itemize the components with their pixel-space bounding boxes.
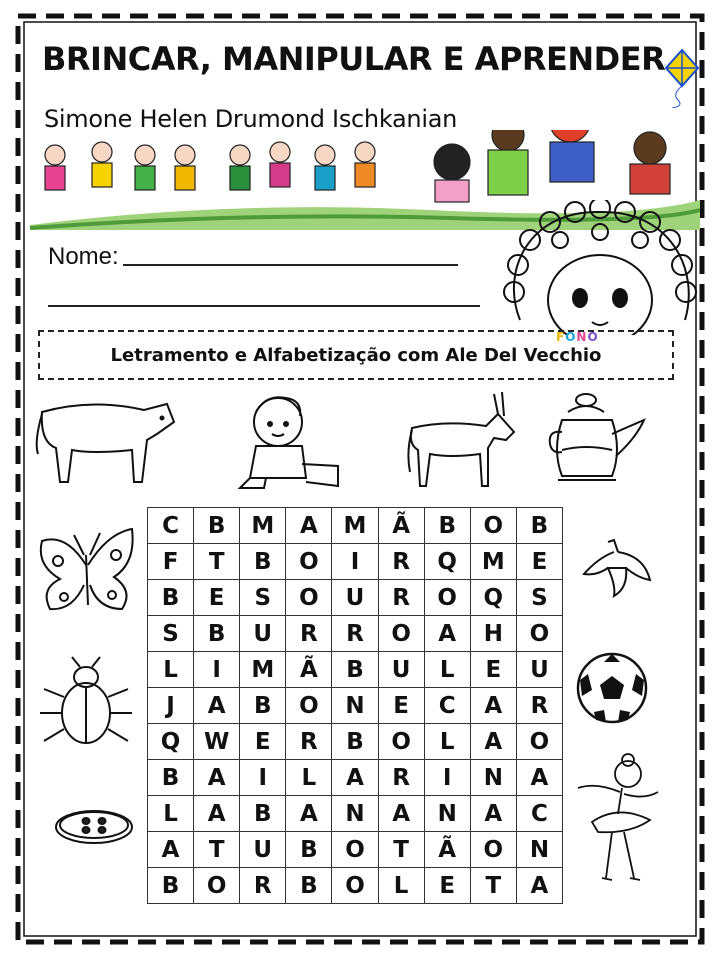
grid-letter-cell[interactable]: A [286,508,332,544]
grid-letter-cell[interactable]: B [240,544,286,580]
grid-letter-cell[interactable]: I [240,760,286,796]
grid-letter-cell[interactable]: E [470,652,516,688]
grid-letter-cell[interactable]: B [148,580,194,616]
grid-letter-cell[interactable]: Ã [286,652,332,688]
grid-letter-cell[interactable]: H [470,616,516,652]
grid-letter-cell[interactable]: I [194,652,240,688]
grid-letter-cell[interactable]: O [286,580,332,616]
grid-letter-cell[interactable]: I [332,544,378,580]
grid-row [148,544,563,580]
grid-letter-cell[interactable]: A [470,796,516,832]
grid-letter-cell[interactable]: R [332,616,378,652]
grid-letter-cell[interactable]: U [516,652,562,688]
grid-letter-cell[interactable]: O [378,724,424,760]
grid-letter-cell[interactable]: O [516,616,562,652]
grid-letter-cell[interactable]: Q [470,580,516,616]
grid-letter-cell[interactable]: U [240,616,286,652]
grid-letter-cell[interactable]: B [194,616,240,652]
grid-row [148,580,563,616]
beetle-icon [36,655,136,751]
grid-letter-cell[interactable]: E [240,724,286,760]
grid-letter-cell[interactable]: A [470,688,516,724]
grid-letter-cell[interactable]: E [194,580,240,616]
grid-letter-cell[interactable]: N [332,796,378,832]
teapot-icon [548,390,648,488]
butterfly-icon [36,525,138,619]
grid-letter-cell[interactable]: B [148,760,194,796]
grid-letter-cell[interactable]: S [516,580,562,616]
author-name: Simone Helen Drumond Ischkanian [44,105,458,133]
grid-letter-cell[interactable]: F [148,544,194,580]
grid-letter-cell[interactable]: S [240,580,286,616]
grid-letter-cell[interactable]: O [332,832,378,868]
grid-letter-cell[interactable]: B [424,508,470,544]
grid-letter-cell[interactable]: Q [148,724,194,760]
grid-letter-cell[interactable]: R [378,544,424,580]
grid-letter-cell[interactable]: U [240,832,286,868]
grid-letter-cell[interactable]: M [240,508,286,544]
grid-letter-cell[interactable]: L [424,724,470,760]
grid-letter-cell[interactable]: T [194,544,240,580]
grid-letter-cell[interactable]: R [240,868,286,904]
banana-icon [578,538,654,600]
grid-letter-cell[interactable]: A [424,616,470,652]
grid-letter-cell[interactable]: S [148,616,194,652]
fono-logo: FONO [556,330,599,344]
soccer-ball-icon [574,650,650,726]
grid-letter-cell[interactable]: U [378,652,424,688]
button-icon [52,805,136,845]
grid-letter-cell[interactable]: B [286,832,332,868]
grid-letter-cell[interactable]: L [148,652,194,688]
grid-letter-cell[interactable]: E [424,868,470,904]
name-label: Nome: [48,243,119,270]
grid-letter-cell[interactable]: B [240,688,286,724]
grid-letter-cell[interactable]: E [378,688,424,724]
grid-row [148,616,563,652]
grid-letter-cell[interactable]: A [286,796,332,832]
grid-letter-cell[interactable]: O [424,580,470,616]
name-field[interactable] [48,243,458,271]
donkey-icon [406,392,518,492]
grid-letter-cell[interactable]: A [148,832,194,868]
curly-girl-illustration [500,200,700,335]
grid-row [148,724,563,760]
grid-letter-cell[interactable]: O [286,688,332,724]
grid-letter-cell[interactable]: Ã [378,508,424,544]
cow-icon [32,392,178,492]
grid-letter-cell[interactable]: T [194,832,240,868]
grid-letter-cell[interactable]: A [516,760,562,796]
grid-row [148,868,563,904]
grid-letter-cell[interactable]: W [194,724,240,760]
second-name-line[interactable] [48,305,480,307]
grid-letter-cell[interactable]: A [378,796,424,832]
grid-letter-cell[interactable]: B [194,508,240,544]
grid-row [148,688,563,724]
grid-letter-cell[interactable]: B [240,796,286,832]
grid-letter-cell[interactable]: O [378,616,424,652]
grid-letter-cell[interactable]: R [378,580,424,616]
grid-letter-cell[interactable]: R [286,724,332,760]
grid-letter-cell[interactable]: L [286,760,332,796]
grid-letter-cell[interactable]: E [516,544,562,580]
grid-letter-cell[interactable]: Ã [424,832,470,868]
grid-letter-cell[interactable]: A [470,724,516,760]
grid-letter-cell[interactable]: O [470,508,516,544]
grid-letter-cell[interactable]: B [148,868,194,904]
grid-letter-cell[interactable]: T [378,832,424,868]
grid-row [148,796,563,832]
grid-letter-cell[interactable]: Q [424,544,470,580]
grid-letter-cell[interactable]: B [286,868,332,904]
grid-letter-cell[interactable]: I [424,760,470,796]
ballerina-icon [572,752,666,886]
grid-letter-cell[interactable]: R [286,616,332,652]
grid-row [148,832,563,868]
grid-letter-cell[interactable]: A [194,688,240,724]
grid-letter-cell[interactable]: C [516,796,562,832]
grid-letter-cell[interactable]: L [378,868,424,904]
grid-letter-cell[interactable]: A [332,760,378,796]
grid-letter-cell[interactable]: C [424,688,470,724]
grid-letter-cell[interactable]: N [516,832,562,868]
kite-icon [662,48,702,108]
subject-text: Letramento e Alfabetização com Ale Del Vecchio [110,344,602,366]
grid-letter-cell[interactable]: L [424,652,470,688]
grid-letter-cell[interactable]: A [194,796,240,832]
grid-letter-cell[interactable]: T [470,868,516,904]
grid-letter-cell[interactable]: O [332,868,378,904]
grid-letter-cell[interactable]: O [194,868,240,904]
page-title: BRINCAR, MANIPULAR E APRENDER [42,40,666,78]
doll-icon [236,394,344,494]
grid-letter-cell[interactable]: O [516,724,562,760]
grid-letter-cell[interactable]: O [286,544,332,580]
grid-letter-cell[interactable]: M [240,652,286,688]
grid-letter-cell[interactable]: N [424,796,470,832]
grid-letter-cell[interactable]: A [194,760,240,796]
grid-letter-cell[interactable]: M [470,544,516,580]
grid-row [148,508,563,544]
grid-letter-cell[interactable]: N [470,760,516,796]
grid-row [148,760,563,796]
grid-letter-cell[interactable]: O [470,832,516,868]
grid-letter-cell[interactable]: M [332,508,378,544]
word-search-grid [147,507,563,904]
grid-letter-cell[interactable]: J [148,688,194,724]
grid-letter-cell[interactable]: B [332,724,378,760]
grid-letter-cell[interactable]: A [516,868,562,904]
grid-row [148,652,563,688]
grid-letter-cell[interactable]: R [516,688,562,724]
grid-letter-cell[interactable]: L [148,796,194,832]
grid-letter-cell[interactable]: C [148,508,194,544]
name-underline [123,264,458,266]
grid-letter-cell[interactable]: U [332,580,378,616]
grid-letter-cell[interactable]: N [332,688,378,724]
grid-letter-cell[interactable]: R [378,760,424,796]
grid-letter-cell[interactable]: B [516,508,562,544]
grid-letter-cell[interactable]: B [332,652,378,688]
